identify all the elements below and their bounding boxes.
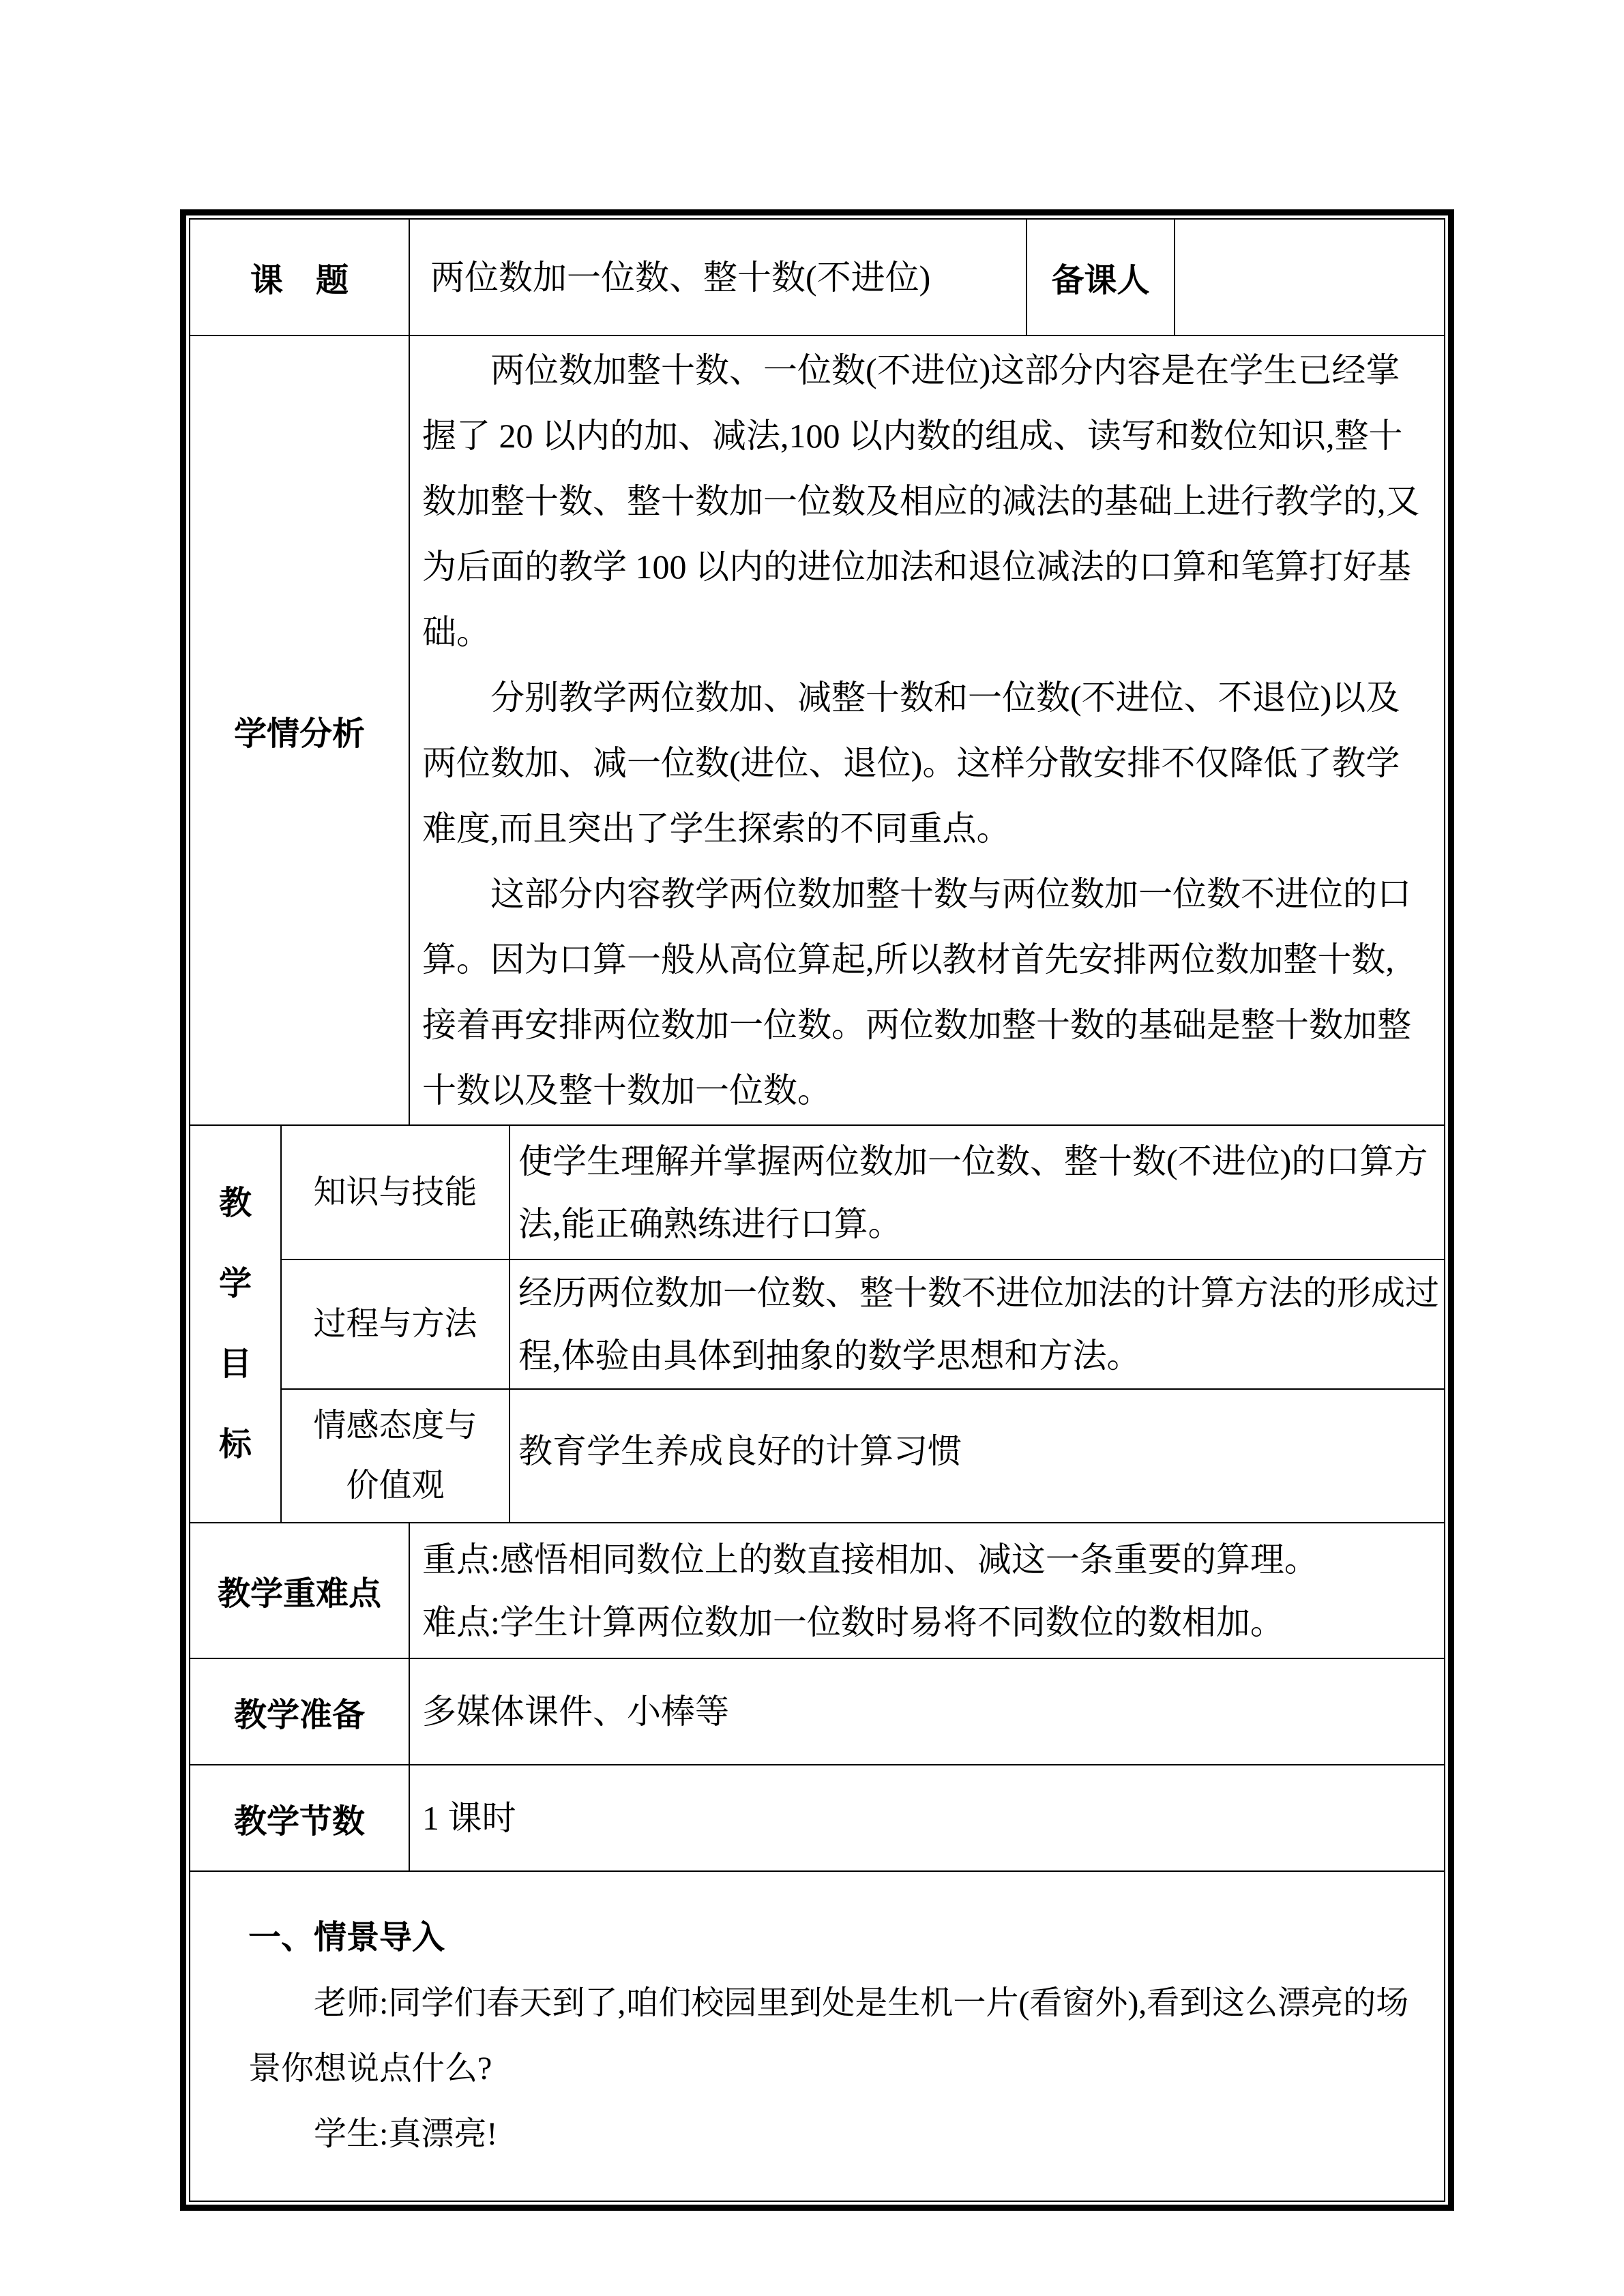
preparation-row — [190, 1658, 1445, 1765]
subject-title: 两位数加一位数、整十数(不进位) — [409, 219, 1027, 336]
periods-label: 教学节数 — [190, 1765, 409, 1871]
lesson-plan-frame — [180, 209, 1454, 2211]
objective-content-process: 经历两位数加一位数、整十数不进位加法的计算方法的形成过程,体验由具体到抽象的数学思想和方法。 — [510, 1259, 1445, 1389]
header-row — [190, 219, 1445, 336]
preparer-value — [1175, 219, 1445, 336]
key-points-label: 教学重难点 — [190, 1523, 409, 1658]
periods-content: 1 课时 — [409, 1765, 1445, 1871]
objective-name-process: 过程与方法 — [281, 1259, 510, 1389]
analysis-paragraph: 分别教学两位数加、减整十数和一位数(不进位、不退位)以及两位数加、减一位数(进位、退位)。这样分散安排不仅降低了教学难度,而且突出了学生探索的不同重点。 — [422, 679, 1400, 848]
objective-content-emotion: 教育学生养成良好的计算习惯 — [510, 1389, 1445, 1523]
lesson-section-title: 一、情景导入 — [248, 1920, 445, 1956]
key-points-content — [409, 1523, 1445, 1658]
lesson-paragraph: 学生:真漂亮! — [314, 2116, 498, 2152]
analysis-row — [190, 336, 1445, 1125]
periods-row — [190, 1765, 1445, 1871]
key-point-line: 难点:学生计算两位数加一位数时易将不同数位的数相加。 — [422, 1602, 1284, 1641]
objective-name-knowledge: 知识与技能 — [281, 1125, 510, 1259]
analysis-paragraph: 这部分内容教学两位数加整十数与两位数加一位数不进位的口算。因为口算一般从高位算起,所以教材首先安排两位数加整十数,接着再安排两位数加一位数。两位数加整十数的基础是整十数加整十数以及整十数加一位数。 — [422, 875, 1412, 1109]
analysis-content — [409, 336, 1445, 1125]
objectives-label-char: 教 — [218, 1184, 252, 1221]
objective-content-knowledge: 使学生理解并掌握两位数加一位数、整十数(不进位)的口算方法,能正确熟练进行口算。 — [510, 1125, 1445, 1259]
objectives-row-knowledge — [190, 1125, 1445, 1259]
key-point-line: 重点:感悟相同数位上的数直接相加、减这一条重要的算理。 — [422, 1540, 1318, 1579]
lesson-content — [190, 1871, 1445, 2201]
analysis-label: 学情分析 — [190, 336, 409, 1125]
lesson-row — [190, 1871, 1445, 2201]
preparer-label: 备课人 — [1027, 219, 1175, 336]
preparation-label: 教学准备 — [190, 1658, 409, 1765]
lesson-paragraph: 老师:同学们春天到了,咱们校园里到处是生机一片(看窗外),看到这么漂亮的场景你想说点什么? — [248, 1985, 1409, 2087]
objectives-row-emotion — [190, 1389, 1445, 1523]
analysis-paragraph: 两位数加整十数、一位数(不进位)这部分内容是在学生已经掌握了 20 以内的加、减法,100 以内数的组成、读写和数位知识,整十数加整十数、整十数加一位数及相应的减法的基础上进行教学的,又为后面的教学 100 以内的进位加法和退位减法的口算和笔算打好基础。 — [422, 351, 1420, 651]
preparation-content: 多媒体课件、小棒等 — [409, 1658, 1445, 1765]
objectives-row-process — [190, 1259, 1445, 1389]
objective-name-emotion: 情感态度与价值观 — [281, 1389, 510, 1523]
key-points-row — [190, 1523, 1445, 1658]
lesson-plan-table — [189, 218, 1445, 2202]
objectives-label-char: 标 — [218, 1426, 252, 1463]
objectives-label-char: 学 — [218, 1265, 252, 1302]
subject-label: 课 题 — [190, 219, 409, 336]
objectives-label-char: 目 — [218, 1345, 252, 1382]
objectives-label — [190, 1125, 281, 1523]
